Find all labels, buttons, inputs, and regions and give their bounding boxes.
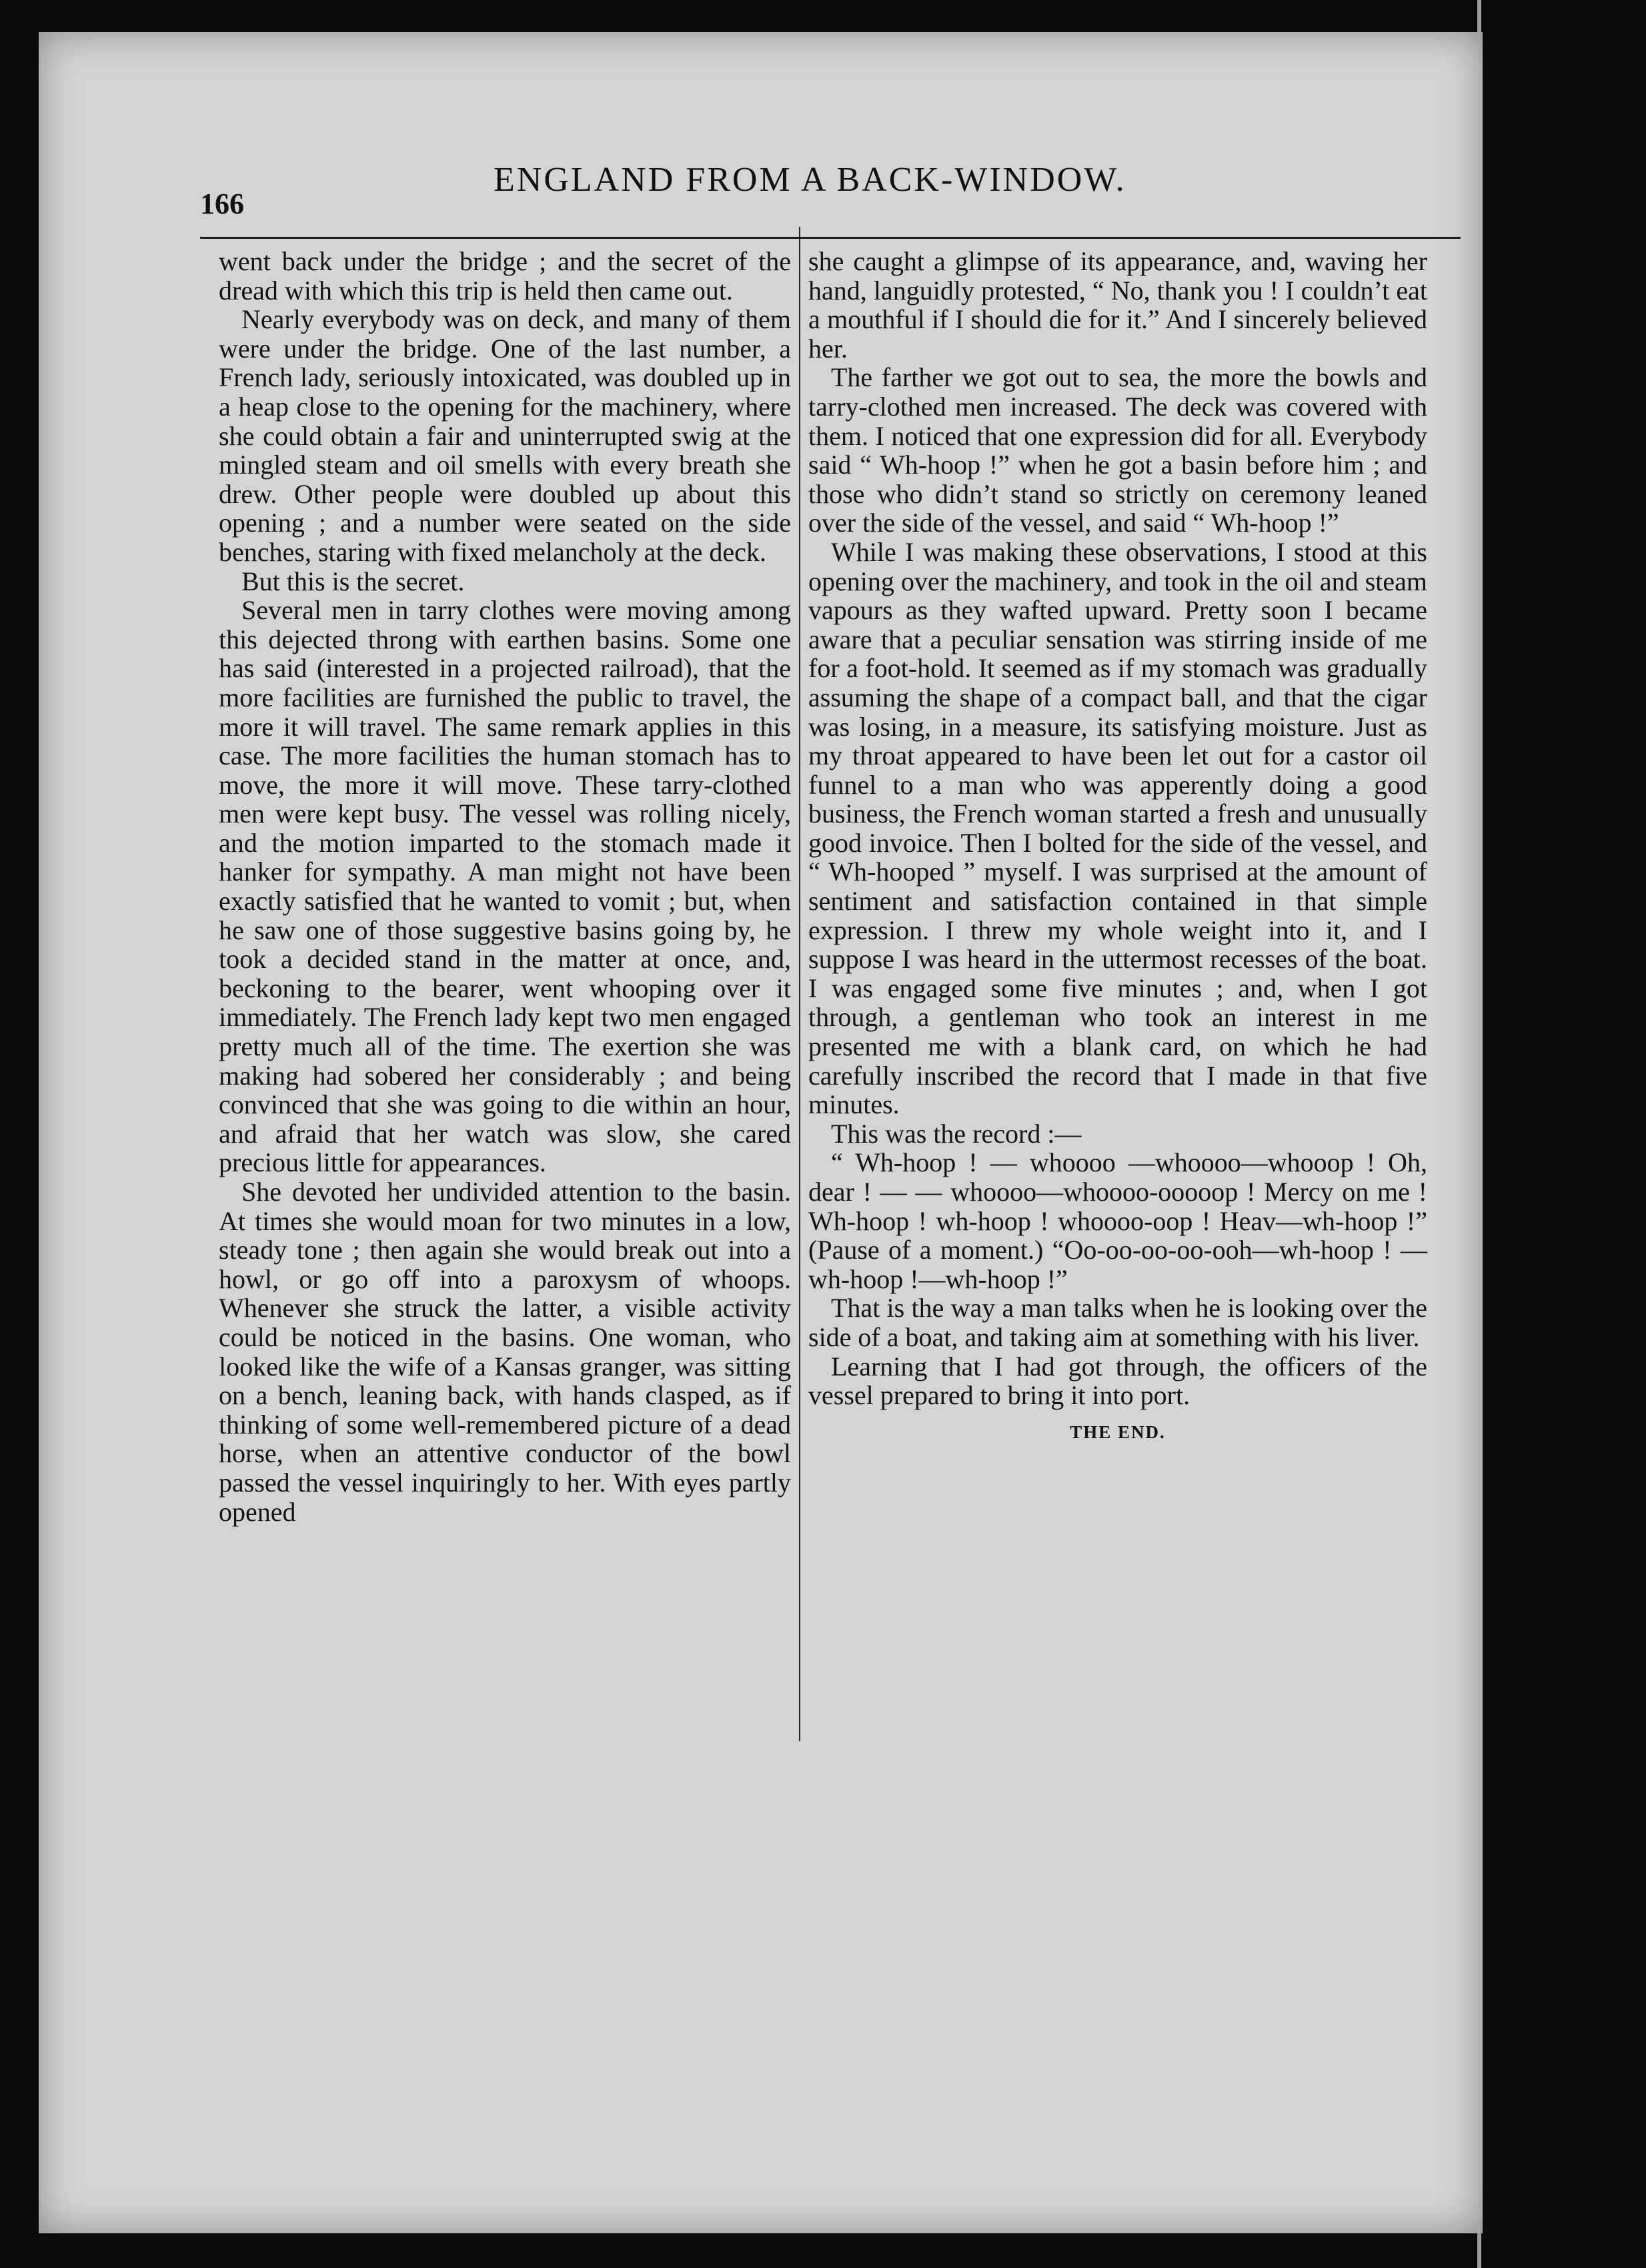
paragraph: This was the record :—: [831, 1118, 1082, 1149]
paragraph: That is the way a man talks when he is looking over the side of a boat, and taking aim at something with his liver.: [808, 1293, 1427, 1352]
paragraph: She devoted her undivided attention to the basin. At times she would moan for two minutes in a low, steady tone ; then again she would break out into a howl, or go off into a paroxysm of whoops. Whenever she struck the latter, a visible activity could be noticed in the basins. One woman, who looked like the wife of a Kansas granger, was sitting on a bench, leaning back, with hands clasped, as if thinking of some well-remembered picture of a dead horse, when an attentive conductor of the bowl passed the vessel inquiringly to her. With eyes partly opened: [219, 1177, 791, 1527]
the-end-label: THE END.: [1070, 1422, 1166, 1442]
left-column: [219, 247, 791, 1526]
page-number: 166: [200, 187, 244, 220]
page-header: [160, 160, 1126, 220]
paragraph: went back under the bridge ; and the secret of the dread with which this trip is held then came out.: [219, 246, 791, 306]
header-rule: [200, 237, 1461, 239]
paragraph: The farther we got out to sea, the more the bowls and tarry-clothed men increased. The deck was covered with them. I noticed that one expression did for all. Everybody said “ Wh-hoop !” when he got a basin before him ; and those who didn’t stand so strictly on ceremony leaned over the side of the vessel, and said “ Wh-hoop !”: [808, 362, 1427, 538]
paragraph: While I was making these observations, I stood at this opening over the machinery, and took in the oil and steam vapours as they wafted upward. Pretty soon I became aware that a peculiar sensation was stirring inside of me for a foot-hold. It seemed as if my stomach was gradually assuming the shape of a compact ball, and that the cigar was losing, in a measure, its satisfying moisture. Just as my throat appeared to have been let out for a castor oil funnel to a man who was apperently doing a good business, the French woman started a fresh and unusually good invoice. Then I bolted for the side of the vessel, and “ Wh-hooped ” myself. I was surprised at the amount of sentiment and satisfaction contained in that simple expression. I threw my whole weight into it, and I suppose I was heard in the uttermost recesses of the boat. I was engaged some five minutes ; and, when I got through, a gentleman who took an interest in me presented me with a blank card, on which he had carefully inscribed the record that I made in that five minutes.: [808, 536, 1427, 1120]
right-column: [808, 247, 1427, 1447]
paragraph: she caught a glimpse of its appearance, and, waving her hand, languidly protested, “ No, thank you ! I couldn’t eat a mouthful if I should die for it.” And I sincerely believed her.: [808, 246, 1427, 364]
paragraph: But this is the secret.: [241, 566, 465, 596]
record-quote: “ Wh-hoop ! — whoooo —whoooo—whooop ! Oh, dear ! — — whoooo—whoooo-ooooop ! Mercy on me ! Wh-hoop ! wh-hoop ! whoooo-oop ! Heav—wh-hoop !” (Pause of a moment.) “Oo-oo-oo-oo-ooh—wh-hoop ! —wh-hoop !—wh-hoop !”: [808, 1147, 1427, 1294]
column-divider: [799, 227, 800, 1741]
running-title: ENGLAND FROM A BACK-WINDOW.: [494, 161, 1126, 199]
paragraph: Learning that I had got through, the officers of the vessel prepared to bring it into port.: [808, 1351, 1427, 1411]
paragraph: Nearly everybody was on deck, and many of them were under the bridge. One of the last number, a French lady, seriously intoxicated, was doubled up in a heap close to the opening for the machinery, where she could obtain a fair and uninterrupted swig at the mingled steam and oil smells with every breath she drew. Other people were doubled up about this opening ; and a number were seated on the side benches, staring with fixed melancholy at the deck.: [219, 304, 791, 567]
paragraph: Several men in tarry clothes were moving among this dejected throng with earthen basins. Some one has said (interested in a projected railroad), that the more facilities are furnished the public to travel, the more it will travel. The same remark applies in this case. The more facilities the human stomach has to move, the more it will move. These tarry-clothed men were kept busy. The vessel was rolling nicely, and the motion imparted to the stomach made it hanker for sympathy. A man might not have been exactly satisfied that he wanted to vomit ; but, when he saw one of those suggestive basins going by, he took a decided stand in the matter at once, and, beckoning to the bearer, went whooping over it immediately. The French lady kept two men engaged pretty much all of the time. The exertion she was making had sobered her considerably ; and being convinced that she was going to die within an hour, and afraid that her watch was slow, she cared precious little for appearances.: [219, 595, 791, 1178]
